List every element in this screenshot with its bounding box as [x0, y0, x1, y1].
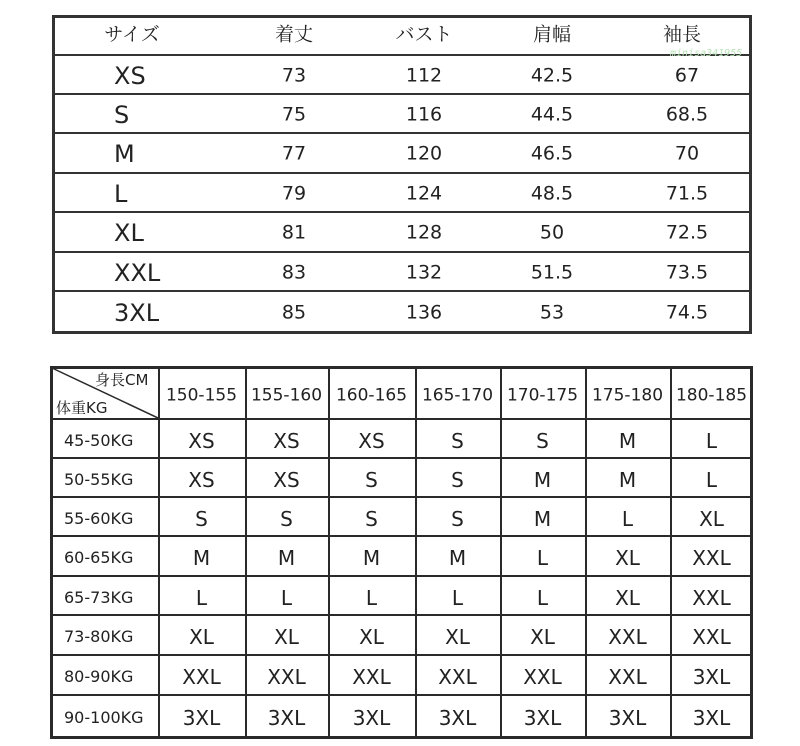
column-divider	[750, 366, 753, 739]
weight-range-label: 60-65KG	[64, 548, 134, 567]
column-divider	[500, 366, 502, 739]
height-range-header: 165-170	[421, 385, 494, 406]
weight-range-label: 55-60KG	[64, 508, 134, 528]
header-shoulder: 肩幅	[532, 23, 572, 46]
measurement-value: 124	[405, 182, 443, 204]
recommended-size: L	[705, 467, 718, 492]
row-divider	[52, 132, 752, 134]
recommended-size: XL	[615, 585, 640, 610]
corner-weight-label: 体重KG	[56, 399, 108, 417]
recommended-size: M	[192, 546, 211, 570]
row-divider	[52, 93, 752, 95]
measurement-value: 116	[405, 103, 443, 125]
recommended-size: 3XL	[352, 706, 391, 730]
size-label: M	[114, 140, 135, 168]
recommended-size: XL	[615, 546, 640, 570]
column-divider	[670, 366, 672, 739]
recommended-size: 3XL	[523, 706, 562, 730]
measurement-value: 83	[281, 261, 307, 283]
measurement-value: 46.5	[530, 142, 574, 165]
row-divider	[50, 457, 753, 459]
height-range-header: 175-180	[591, 385, 664, 406]
height-range-header: 150-155	[165, 385, 238, 406]
measurement-value: 74.5	[665, 301, 709, 323]
size-label: XL	[114, 219, 144, 247]
weight-range-label: 65-73KG	[64, 587, 134, 607]
row-divider	[52, 211, 752, 213]
row-divider	[52, 54, 752, 56]
row-divider	[52, 290, 752, 292]
recommended-size: M	[533, 506, 552, 531]
recommended-size: XS	[273, 428, 300, 453]
recommended-size: S	[280, 506, 293, 531]
recommended-size: S	[451, 506, 464, 531]
weight-range-label: 50-55KG	[64, 469, 134, 489]
recommended-size: XL	[530, 625, 555, 649]
recommended-size: 3XL	[267, 706, 306, 730]
measurement-value: 72.5	[665, 221, 709, 244]
recommended-size: XXL	[608, 625, 647, 649]
recommended-size: L	[536, 546, 549, 570]
row-divider	[52, 15, 752, 18]
column-divider	[328, 366, 330, 739]
size-label: S	[114, 100, 130, 129]
watermark: minisa341955	[670, 48, 743, 59]
recommended-size: S	[451, 467, 464, 492]
row-divider	[50, 736, 753, 739]
size-label: 3XL	[114, 298, 160, 327]
measurement-value: 51.5	[530, 261, 574, 283]
height-range-header: 180-185	[675, 385, 748, 406]
recommended-size: XXL	[523, 665, 562, 689]
recommended-size: S	[536, 428, 549, 453]
column-divider	[50, 366, 53, 739]
measurement-value: 132	[405, 261, 443, 283]
recommended-size: S	[365, 467, 378, 492]
corner-height-label: 身長CM	[95, 371, 149, 389]
row-divider	[52, 172, 752, 174]
recommended-size: L	[280, 585, 293, 610]
measurement-value: 48.5	[530, 182, 574, 204]
measurement-value: 71.5	[665, 182, 709, 204]
recommended-size: 3XL	[438, 706, 477, 730]
recommended-size: XL	[274, 625, 299, 649]
measurement-value: 42.5	[530, 64, 574, 86]
row-divider	[52, 251, 752, 253]
row-divider	[50, 496, 753, 498]
recommended-size: M	[448, 546, 467, 570]
recommended-size: L	[195, 585, 208, 610]
recommended-size: L	[705, 428, 718, 453]
column-divider	[245, 366, 247, 739]
recommended-size: XS	[188, 467, 215, 492]
measurement-value: 50	[539, 221, 565, 244]
measurement-value: 79	[281, 182, 307, 204]
recommended-size: L	[365, 585, 378, 610]
recommended-size: M	[533, 467, 552, 492]
measurement-value: 73.5	[665, 261, 709, 283]
recommended-size: XXL	[692, 546, 731, 570]
recommended-size: XXL	[608, 665, 647, 689]
recommended-size: M	[618, 467, 637, 492]
recommended-size: L	[451, 585, 464, 610]
recommended-size: S	[365, 506, 378, 531]
measurement-value: 85	[281, 301, 307, 323]
column-divider	[158, 366, 160, 739]
row-divider	[50, 694, 753, 696]
size-label: L	[114, 179, 128, 208]
measurement-value: 81	[281, 221, 307, 244]
measurement-value: 67	[674, 64, 700, 86]
header-size: サイズ	[104, 23, 160, 46]
height-range-header: 155-160	[250, 385, 323, 406]
recommended-size: 3XL	[608, 706, 647, 730]
height-range-header: 160-165	[335, 385, 408, 406]
size-label: XXL	[114, 258, 161, 287]
recommended-size: S	[451, 428, 464, 453]
measurement-value: 128	[405, 221, 443, 244]
recommended-size: M	[618, 428, 637, 453]
recommended-size: XL	[445, 625, 470, 649]
row-divider	[52, 331, 752, 334]
recommended-size: XXL	[692, 625, 731, 649]
recommended-size: XL	[189, 625, 214, 649]
measurement-value: 70	[674, 142, 700, 165]
recommended-size: 3XL	[182, 706, 221, 730]
recommended-size: XS	[273, 467, 300, 492]
recommended-size: XXL	[438, 665, 477, 689]
height-range-header: 170-175	[506, 385, 579, 406]
recommended-size: S	[195, 506, 208, 531]
measurement-value: 112	[405, 64, 443, 86]
recommended-size: L	[621, 506, 634, 531]
recommended-size: XL	[699, 506, 724, 531]
recommended-size: XS	[188, 428, 215, 453]
measurement-value: 136	[405, 301, 443, 323]
size-fit-table	[50, 366, 753, 739]
row-divider	[50, 535, 753, 537]
header-bust: バスト	[395, 23, 453, 46]
column-divider	[585, 366, 587, 739]
recommended-size: 3XL	[692, 665, 731, 689]
recommended-size: 3XL	[692, 706, 731, 730]
measurement-value: 68.5	[665, 103, 709, 125]
weight-range-label: 73-80KG	[64, 627, 134, 646]
recommended-size: XS	[358, 428, 385, 453]
row-divider	[50, 575, 753, 577]
measurement-value: 44.5	[530, 103, 574, 125]
recommended-size: M	[362, 546, 381, 570]
recommended-size: XXL	[352, 665, 391, 689]
row-divider	[50, 614, 753, 616]
header-sleeve: 袖長	[662, 23, 702, 46]
row-divider	[50, 418, 753, 420]
recommended-size: XXL	[692, 585, 731, 610]
recommended-size: L	[536, 585, 549, 610]
measurement-value: 75	[281, 103, 307, 125]
recommended-size: XL	[359, 625, 384, 649]
measurement-value: 120	[405, 142, 443, 165]
weight-range-label: 80-90KG	[64, 667, 134, 686]
measurement-value: 73	[281, 64, 307, 86]
column-divider	[415, 366, 417, 739]
size-measurement-table	[52, 15, 752, 333]
size-label: XS	[114, 61, 146, 90]
measurement-value: 77	[281, 142, 307, 165]
weight-range-label: 45-50KG	[64, 430, 134, 450]
row-divider	[50, 654, 753, 656]
measurement-value: 53	[539, 301, 565, 323]
recommended-size: XXL	[267, 665, 306, 689]
header-length: 着丈	[274, 23, 314, 46]
weight-range-label: 90-100KG	[64, 708, 144, 727]
recommended-size: M	[277, 546, 296, 570]
recommended-size: XXL	[182, 665, 221, 689]
